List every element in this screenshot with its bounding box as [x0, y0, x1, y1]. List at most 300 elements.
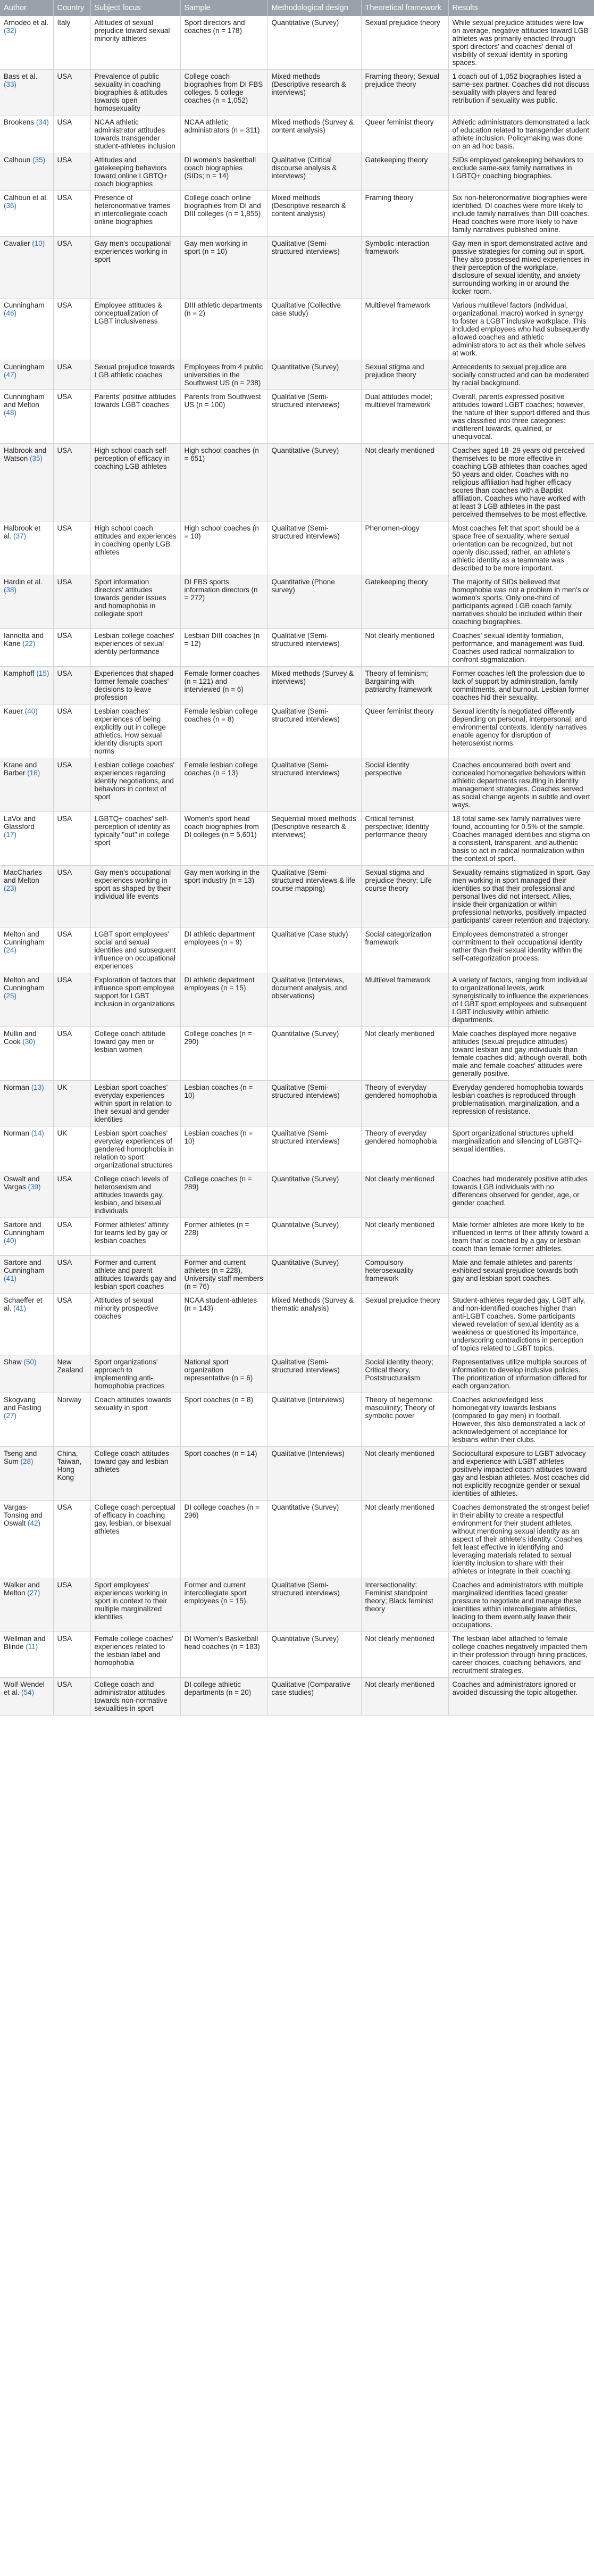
results-cell: Athletic administrators demonstrated a lack of education related to transgender student athlete inclusion. Policymaking was done on an ad hoc basis. [448, 115, 594, 153]
subject-focus-cell: College coach attitude toward gay men or lesbian women [90, 1027, 180, 1081]
theoretical-framework-cell: Compulsory heterosexuality framework [361, 1256, 448, 1294]
author-cell [0, 1578, 53, 1632]
theoretical-framework-cell: Multilevel framework [361, 299, 448, 360]
table-row [0, 70, 594, 115]
methodological-design-cell: Qualitative (Semi-structured interviews & life course mapping) [267, 866, 361, 927]
author-name: Schaeffer et al. [4, 1296, 43, 1312]
header-sample: Sample [180, 0, 267, 16]
theoretical-framework-cell: Sexual prejudice theory [361, 1294, 448, 1355]
table-row [0, 1501, 594, 1578]
reference-link[interactable]: (40) [24, 707, 38, 715]
theoretical-framework-cell: Social categorization framework [361, 927, 448, 973]
author-name: Kamphoff [4, 669, 35, 677]
sample-cell: Female lesbian college coaches (n = 8) [180, 705, 267, 758]
table-row [0, 758, 594, 812]
sample-cell: DI FBS sports information directors (n = 272) [180, 575, 267, 629]
results-cell: Coaches and administrators with multiple marginalized identities faced greater pressure to negotiate and manage these identities within intercollegiate athletics, leading to them eventually leave their occupations. [448, 1578, 594, 1632]
methodological-design-cell: Qualitative (Critical discourse analysis & interviews) [267, 153, 361, 191]
table-row [0, 1127, 594, 1172]
theoretical-framework-cell: Not clearly mentioned [361, 629, 448, 667]
reference-link[interactable]: (35) [30, 454, 43, 462]
reference-link[interactable]: (15) [36, 669, 49, 677]
author-cell [0, 973, 53, 1027]
results-cell: Student-athletes regarded gay, LGBT ally, and non-identified coaches higher than anti-LGBT coaches. Some participants viewed revelation of sexual identity as a weakness or questioned its importance, underscoring contradictions in perception of topics related to LGBT topics. [448, 1294, 594, 1355]
methodological-design-cell: Qualitative (Semi-structured interviews) [267, 1127, 361, 1172]
sample-cell: Female former coaches (n = 121) and interviewed (n = 6) [180, 667, 267, 705]
table-row [0, 299, 594, 360]
table-row [0, 1172, 594, 1218]
theoretical-framework-cell: Sexual stigma and prejudice theory; Life course theory [361, 866, 448, 927]
sample-cell: Women's sport head coach biographies from DI colleges (n = 5,601) [180, 812, 267, 866]
theoretical-framework-cell: Not clearly mentioned [361, 444, 448, 521]
theoretical-framework-cell: Gatekeeping theory [361, 575, 448, 629]
methodological-design-cell: Qualitative (Semi-structured interviews) [267, 390, 361, 444]
author-name: Bass et al. [4, 72, 38, 80]
author-name: MacCharles and Melton [4, 868, 43, 884]
country-cell: USA [53, 629, 90, 667]
results-cell: Coaches encountered both overt and concealed homonegative behaviors within athletic departments resulting in identity management strategies. Coaches served as social change agents in subtle and overt ways. [448, 758, 594, 812]
table-row [0, 115, 594, 153]
country-cell: USA [53, 812, 90, 866]
table-row [0, 1632, 594, 1678]
subject-focus-cell: Sexual prejudice towards LGB athletic coaches [90, 360, 180, 390]
author-name: Melton and Cunningham [4, 976, 45, 992]
subject-focus-cell: LGBTQ+ coaches' self-perception of identity as typically "out" in college sport [90, 812, 180, 866]
author-cell [0, 705, 53, 758]
results-cell: Male former athletes are more likely to be influenced in terms of their affinity toward a team that is coached by a gay or lesbian coach than female former athletes. [448, 1218, 594, 1256]
theoretical-framework-cell: Sexual prejudice theory [361, 16, 448, 70]
country-cell: USA [53, 1027, 90, 1081]
author-cell [0, 1355, 53, 1393]
table-row [0, 667, 594, 705]
sample-cell: College coach online biographies from DI and DIII colleges (n = 1,855) [180, 191, 267, 237]
subject-focus-cell: Employee attitudes & conceptualization of LGBT inclusiveness [90, 299, 180, 360]
theoretical-framework-cell: Social identity perspective [361, 758, 448, 812]
author-name: Krane and Barber [4, 761, 37, 777]
country-cell: USA [53, 444, 90, 521]
reference-link[interactable]: (54) [21, 1688, 35, 1696]
country-cell: USA [53, 1678, 90, 1716]
subject-focus-cell: Attitudes and gatekeeping behaviors toward online LGBTQ+ coach biographies [90, 153, 180, 191]
theoretical-framework-cell: Not clearly mentioned [361, 1218, 448, 1256]
results-cell: The lesbian label attached to female college coaches negatively impacted them in their profession through hiring practices, career choices, coaching behaviors, and recruitment strategies. [448, 1632, 594, 1678]
country-cell: USA [53, 360, 90, 390]
reference-link[interactable]: (36) [4, 202, 17, 210]
sample-cell: College coaches (n = 290) [180, 1027, 267, 1081]
reference-link[interactable]: (41) [13, 1304, 27, 1312]
country-cell: USA [53, 705, 90, 758]
results-cell: 18 total same-sex family narratives were found, accounting for 0.5% of the sample. Coaches managed identities and stigma on a consistent, transparent, and authentic basis to act in radical normalization within the context of sport. [448, 812, 594, 866]
subject-focus-cell: Parents' positive attitudes towards LGBT coaches [90, 390, 180, 444]
methodological-design-cell: Quantitative (Phone survey) [267, 575, 361, 629]
results-cell: Sport organizational structures upheld marginalization and silencing of LGBTQ+ sexual identities. [448, 1127, 594, 1172]
author-cell [0, 153, 53, 191]
author-cell [0, 444, 53, 521]
country-cell: USA [53, 575, 90, 629]
reference-link[interactable]: (38) [4, 586, 17, 594]
results-cell: Everyday gendered homophobia towards lesbian coaches is reproduced through problematisation, marginalization, and a repression of resistance. [448, 1081, 594, 1127]
author-cell [0, 1294, 53, 1355]
theoretical-framework-cell: Theory of everyday gendered homophobia [361, 1127, 448, 1172]
country-cell: New Zealand [53, 1355, 90, 1393]
results-cell: Representatives utilize multiple sources of information to develop inclusive policies. The prioritization of information differed for each organization. [448, 1355, 594, 1393]
header-author: Author [0, 0, 53, 16]
results-cell: Coaches aged 18–29 years old perceived themselves to be more effective in coaching LGB athletes than coaches aged 50 years and older. Coaches with no religious affiliation had higher efficacy scores than coaches with a Baptist affiliation. Coaches who have worked with at least 3 LGB athletes in the past perceived themselves to be most effective. [448, 444, 594, 521]
author-cell [0, 360, 53, 390]
table-row [0, 705, 594, 758]
results-cell: Coaches demonstrated the strongest belief in their ability to create a respectful environment for their student athletes, without mentioning sexual identity as an aspect of their athlete's identity. Coaches felt least effective in identifying and leveraging materials related to sexual identity inclusion to share with their athletes or integrate in their coaching. [448, 1501, 594, 1578]
author-cell [0, 629, 53, 667]
reference-link[interactable]: (46) [4, 309, 17, 317]
theoretical-framework-cell: Critical feminist perspective; Identity performance theory [361, 812, 448, 866]
theoretical-framework-cell: Gatekeeping theory [361, 153, 448, 191]
author-name: Calhoun et al. [4, 194, 48, 202]
subject-focus-cell: Sport organizations' approach to implementing anti-homophobia practices [90, 1355, 180, 1393]
author-cell [0, 521, 53, 575]
sample-cell: Lesbian coaches (n = 10) [180, 1081, 267, 1127]
author-cell [0, 575, 53, 629]
country-cell: UK [53, 1127, 90, 1172]
results-cell: While sexual prejudice attitudes were low on average, negative attitudes toward LGB athletes was primarily enacted through sport directors' and coaches' denial of visibility of sexual identity in sporting spaces. [448, 16, 594, 70]
subject-focus-cell: Lesbian college coaches' experiences of sexual identity performance [90, 629, 180, 667]
country-cell: USA [53, 758, 90, 812]
reference-link[interactable]: (23) [4, 884, 17, 892]
sample-cell: DI college coaches (n = 296) [180, 1501, 267, 1578]
sample-cell: Employees from 4 public universities in the Southwest US (n = 238) [180, 360, 267, 390]
subject-focus-cell: Lesbian sport coaches' everyday experiences of gendered homophobia in relation to sport organizational structures [90, 1127, 180, 1172]
table-row [0, 1081, 594, 1127]
subject-focus-cell: College coach perceptual of efficacy in coaching gay, lesbian, or bisexual athletes [90, 1501, 180, 1578]
reference-link[interactable]: (27) [4, 1412, 17, 1420]
reference-link[interactable]: (32) [4, 27, 17, 35]
country-cell: USA [53, 70, 90, 115]
reference-link[interactable]: (17) [4, 831, 17, 839]
sample-cell: Lesbian DIII coaches (n = 12) [180, 629, 267, 667]
reference-link[interactable]: (16) [27, 769, 40, 777]
table-row [0, 521, 594, 575]
author-name: Calhoun [4, 156, 31, 164]
reference-link[interactable]: (14) [31, 1129, 44, 1137]
author-cell [0, 758, 53, 812]
author-name: Kauer [4, 707, 23, 715]
results-cell: Male coaches displayed more negative attitudes (sexual prejudice attitudes) toward lesbian and gay individuals than female coaches did; although overall, both male and female coaches' attitudes were generally positive. [448, 1027, 594, 1081]
results-cell: Coaches acknowledged less homonegativity towards lesbians (compared to gay men) in football. However, this also demonstrated a lack of acknowledgement of acceptance for lesbians within their clubs. [448, 1393, 594, 1447]
author-name: Sartore and Cunningham [4, 1221, 45, 1237]
subject-focus-cell: LGBT sport employees' social and sexual identities and subsequent influence on occupational experiences [90, 927, 180, 973]
theoretical-framework-cell: Theory of feminism; Bargaining with patriarchy framework [361, 667, 448, 705]
author-name: Sartore and Cunningham [4, 1258, 45, 1274]
author-name: Cunningham [4, 363, 45, 371]
reference-link[interactable]: (42) [28, 1519, 41, 1527]
methodological-design-cell: Quantitative (Survey) [267, 1256, 361, 1294]
theoretical-framework-cell: Framing theory [361, 191, 448, 237]
author-cell [0, 1256, 53, 1294]
results-cell: Coaches' sexual identity formation, performance, and management was fluid. Coaches used radical normalization to confront stigmatization. [448, 629, 594, 667]
reference-link[interactable]: (27) [27, 1589, 40, 1597]
sample-cell: High school coaches (n = 10) [180, 521, 267, 575]
subject-focus-cell: Sport employees' experiences working in sport in context to their multiple marginalized identities [90, 1578, 180, 1632]
methodological-design-cell: Quantitative (Survey) [267, 1172, 361, 1218]
subject-focus-cell: Prevalence of public sexuality in coaching biographies & attitudes towards open homosexuality [90, 70, 180, 115]
methodological-design-cell: Qualitative (Interviews, document analysis, and observations) [267, 973, 361, 1027]
author-name: Halbrook et al. [4, 524, 41, 540]
results-cell: Coaches and administrators ignored or avoided discussing the topic altogether. [448, 1678, 594, 1716]
sample-cell: Former and current athletes (n = 228), University staff members (n = 76) [180, 1256, 267, 1294]
sample-cell: Sport coaches (n = 8) [180, 1393, 267, 1447]
author-name: Halbrook and Watson [4, 446, 47, 462]
reference-link[interactable]: (41) [4, 1274, 17, 1282]
theoretical-framework-cell: Queer feminist theory [361, 705, 448, 758]
results-cell: Gay men in sport demonstrated active and passive strategies for coming out in sport. They also possessed mixed experiences in their perception of the workplace, disclosure of sexual identity, and anxiety surrounding working in or around the locker room. [448, 237, 594, 299]
sample-cell: DI college athletic departments (n = 20) [180, 1678, 267, 1716]
reference-link[interactable]: (25) [4, 992, 17, 1000]
reference-link[interactable]: (10) [32, 239, 45, 247]
theoretical-framework-cell: Not clearly mentioned [361, 1447, 448, 1501]
country-cell: UK [53, 1081, 90, 1127]
sample-cell: DI athletic department employees (n = 9) [180, 927, 267, 973]
results-cell: Coaches had moderately positive attitudes towards LGB individuals with no differences observed for gender, age, or gender coached. [448, 1172, 594, 1218]
author-name: Cunningham and Melton [4, 393, 45, 409]
subject-focus-cell: Attitudes of sexual minority prospective coaches [90, 1294, 180, 1355]
table-row [0, 390, 594, 444]
methodological-design-cell: Qualitative (Semi-structured interviews) [267, 521, 361, 575]
theoretical-framework-cell: Not clearly mentioned [361, 1172, 448, 1218]
results-cell: The majority of SIDs believed that homophobia was not a problem in men's or women's sports. Only one-third of participants agreed LGB coach family narratives should be included within their coaching biographies. [448, 575, 594, 629]
author-cell [0, 1027, 53, 1081]
results-cell: Employees demonstrated a stronger commitment to their occupational identity rather than their sexual identity within the self-categorization process. [448, 927, 594, 973]
theoretical-framework-cell: Not clearly mentioned [361, 1632, 448, 1678]
methodological-design-cell: Quantitative (Survey) [267, 1218, 361, 1256]
results-cell: SIDs employed gatekeeping behaviors to exclude same-sex family narratives in LGBTQ+ coaching biographies. [448, 153, 594, 191]
reference-link[interactable]: (37) [13, 532, 27, 540]
author-cell [0, 1393, 53, 1447]
results-cell: 1 coach out of 1,052 biographies listed a same-sex partner. Coaches did not discuss sexuality with players and feared retribution if sexuality was public. [448, 70, 594, 115]
country-cell: USA [53, 299, 90, 360]
theoretical-framework-cell: Dual attitudes model; multilevel framework [361, 390, 448, 444]
author-name: Tseng and Sum [4, 1449, 37, 1465]
country-cell: USA [53, 521, 90, 575]
author-name: Arnodeo et al. [4, 19, 49, 27]
subject-focus-cell: Female college coaches' experiences related to the lesbian label and homophobia [90, 1632, 180, 1678]
country-cell: USA [53, 1294, 90, 1355]
subject-focus-cell: Coach attitudes towards sexuality in sport [90, 1393, 180, 1447]
sample-cell: College coaches (n = 289) [180, 1172, 267, 1218]
methodological-design-cell: Quantitative (Survey) [267, 1501, 361, 1578]
subject-focus-cell: Lesbian coaches' experiences of being explicitly out in college athletics. How sexual identity disrupts sport norms [90, 705, 180, 758]
author-name: Shaw [4, 1358, 22, 1366]
country-cell: Italy [53, 16, 90, 70]
theoretical-framework-cell: Theory of hegemonic masculinity; Theory of symbolic power [361, 1393, 448, 1447]
header-country: Country [53, 0, 90, 16]
reference-link[interactable]: (28) [20, 1457, 34, 1465]
methodological-design-cell: Quantitative (Survey) [267, 360, 361, 390]
author-name: Cunningham [4, 301, 45, 309]
table-row [0, 973, 594, 1027]
theoretical-framework-cell: Multilevel framework [361, 973, 448, 1027]
sample-cell: NCAA athletic administrators (n = 311) [180, 115, 267, 153]
table-row [0, 153, 594, 191]
subject-focus-cell: Presence of heteronormative frames in intercollegiate coach online biographies [90, 191, 180, 237]
author-name: Oswalt and Vargas [4, 1175, 40, 1191]
sample-cell: Sport coaches (n = 14) [180, 1447, 267, 1501]
country-cell: USA [53, 191, 90, 237]
country-cell: China, Taiwan, Hong Kong [53, 1447, 90, 1501]
reference-link[interactable]: (24) [4, 946, 17, 954]
sample-cell: DI Women's Basketball head coaches (n = 183) [180, 1632, 267, 1678]
methodological-design-cell: Quantitative (Survey) [267, 1027, 361, 1081]
results-cell: Antecedents to sexual prejudice are socially constructed and can be moderated by racial background. [448, 360, 594, 390]
table-row [0, 1294, 594, 1355]
country-cell: USA [53, 1632, 90, 1678]
results-cell: Sexual identity is negotiated differently depending on personal, interpersonal, and environmental contexts. Identity narratives enable agency for disruption of heterosexist norms. [448, 705, 594, 758]
table-row [0, 1678, 594, 1716]
author-cell [0, 1127, 53, 1172]
country-cell: Norway [53, 1393, 90, 1447]
theoretical-framework-cell: Not clearly mentioned [361, 1501, 448, 1578]
results-cell: Male and female athletes and parents exhibited sexual prejudice towards both gay and lesbian sport coaches. [448, 1256, 594, 1294]
methodological-design-cell: Qualitative (Semi-structured interviews) [267, 237, 361, 299]
author-cell [0, 1447, 53, 1501]
subject-focus-cell: College coach levels of heterosexism and attitudes towards gay, lesbian, and bisexual individuals [90, 1172, 180, 1218]
table-row [0, 1218, 594, 1256]
author-cell [0, 115, 53, 153]
reference-link[interactable]: (11) [26, 1643, 38, 1651]
author-cell [0, 237, 53, 299]
subject-focus-cell: Sport information directors' attitudes towards gender issues and homophobia in collegiate sport [90, 575, 180, 629]
reference-link[interactable]: (39) [28, 1183, 41, 1191]
sample-cell: National sport organization representative (n = 6) [180, 1355, 267, 1393]
reference-link[interactable]: (40) [4, 1237, 17, 1245]
author-cell [0, 1218, 53, 1256]
methodological-design-cell: Qualitative (Interviews) [267, 1447, 361, 1501]
theoretical-framework-cell: Not clearly mentioned [361, 1027, 448, 1081]
table-row [0, 444, 594, 521]
author-name: Norman [4, 1083, 30, 1091]
results-cell: Overall, parents expressed positive attitudes toward LGBT coaches; however, the nature of their support differed and thus was classified into three categories: indifferent towards, qualified, or unequivocal. [448, 390, 594, 444]
results-cell: Former coaches left the profession due to lack of support by administration, family commitments, and burnout. Lesbian former coaches hid their sexuality. [448, 667, 594, 705]
subject-focus-cell: Exploration of factors that influence sport employee support for LGBT inclusion in organizations [90, 973, 180, 1027]
sample-cell: DI athletic department employees (n = 15) [180, 973, 267, 1027]
sample-cell: Gay men working in the sport industry (n = 13) [180, 866, 267, 927]
methodological-design-cell: Mixed Methods (Survey & thematic analysis) [267, 1294, 361, 1355]
results-cell: Sociocultural exposure to LGBT advocacy and experience with LGBT athletes positively impacted coach attitudes toward gay and lesbian athletes. Most coaches did not explicitly recognize gender or sexual identities of athletes. [448, 1447, 594, 1501]
author-cell [0, 1172, 53, 1218]
country-cell: USA [53, 1256, 90, 1294]
sample-cell: NCAA student-athletes (n = 143) [180, 1294, 267, 1355]
reference-link[interactable]: (30) [22, 1038, 36, 1046]
country-cell: USA [53, 927, 90, 973]
author-name: Hardin et al. [4, 578, 43, 586]
country-cell: USA [53, 1578, 90, 1632]
theoretical-framework-cell: Not clearly mentioned [361, 1678, 448, 1716]
reference-link[interactable]: (22) [22, 640, 36, 648]
author-name: Walker and Melton [4, 1581, 40, 1597]
author-cell [0, 1678, 53, 1716]
author-cell [0, 390, 53, 444]
methodological-design-cell: Qualitative (Comparative case studies) [267, 1678, 361, 1716]
methodological-design-cell: Sequential mixed methods (Descriptive research & interviews) [267, 812, 361, 866]
methodological-design-cell: Quantitative (Survey) [267, 1632, 361, 1678]
table-row [0, 629, 594, 667]
author-cell [0, 16, 53, 70]
subject-focus-cell: Former and current athlete and parent attitudes towards gay and lesbian sport coaches [90, 1256, 180, 1294]
subject-focus-cell: Former athletes' affinity for teams led by gay or lesbian coaches [90, 1218, 180, 1256]
theoretical-framework-cell: Phenomen-ology [361, 521, 448, 575]
author-cell [0, 70, 53, 115]
subject-focus-cell: Gay men's occupational experiences working in sport [90, 237, 180, 299]
author-name: LaVoi and Glassford [4, 815, 36, 831]
country-cell: USA [53, 667, 90, 705]
country-cell: USA [53, 1501, 90, 1578]
subject-focus-cell: College coach attitudes toward gay and lesbian athletes [90, 1447, 180, 1501]
table-row [0, 1447, 594, 1501]
author-cell [0, 1632, 53, 1678]
author-name: Mullin and Cook [4, 1030, 37, 1046]
table-row [0, 1355, 594, 1393]
author-name: Wellman and Blinde [4, 1635, 46, 1651]
methodological-design-cell: Qualitative (Semi-structured interviews) [267, 629, 361, 667]
subject-focus-cell: NCAA athletic administrator attitudes towards transgender student-athletes inclusion [90, 115, 180, 153]
reference-link[interactable]: (50) [23, 1358, 37, 1366]
methodological-design-cell: Qualitative (Case study) [267, 927, 361, 973]
header-theoretical-framework: Theoretical framework [361, 0, 448, 16]
author-cell [0, 1081, 53, 1127]
sample-cell: Sport directors and coaches (n = 178) [180, 16, 267, 70]
reference-link[interactable]: (48) [4, 409, 17, 417]
sample-cell: Gay men working in sport (n = 10) [180, 237, 267, 299]
reference-link[interactable]: (33) [4, 80, 17, 88]
subject-focus-cell: Lesbian sport coaches' everyday experiences within sport in relation to their sexual and gender identities [90, 1081, 180, 1127]
author-cell [0, 299, 53, 360]
sample-cell: DIII athletic departments (n = 2) [180, 299, 267, 360]
reference-link[interactable]: (47) [4, 371, 17, 379]
subject-focus-cell: Gay men's occupational experiences working in sport as shaped by their individual life events [90, 866, 180, 927]
table-row [0, 16, 594, 70]
country-cell: USA [53, 115, 90, 153]
header-methodological-design: Methodological design [267, 0, 361, 16]
header-row [0, 0, 594, 16]
sample-cell: Former and current intercollegiate sport employees (n = 15) [180, 1578, 267, 1632]
author-cell [0, 667, 53, 705]
country-cell: USA [53, 153, 90, 191]
subject-focus-cell: College coach and administrator attitudes towards non-normative sexualities in sport [90, 1678, 180, 1716]
table-row [0, 191, 594, 237]
author-cell [0, 927, 53, 973]
theoretical-framework-cell: Sexual stigma and prejudice theory [361, 360, 448, 390]
sample-cell: DI women's basketball coach biographies (SIDs; n = 14) [180, 153, 267, 191]
sample-cell: College coach biographies from DI FBS colleges. 5 college coaches (n = 1,052) [180, 70, 267, 115]
reference-link[interactable]: (35) [32, 156, 46, 164]
methodological-design-cell: Qualitative (Semi-structured interviews) [267, 1081, 361, 1127]
author-name: Iannotta and Kane [4, 632, 44, 648]
author-name: Melton and Cunningham [4, 930, 45, 946]
table-row [0, 927, 594, 973]
theoretical-framework-cell: Intersectionality; Feminist standpoint theory; Black feminist theory [361, 1578, 448, 1632]
table-row [0, 1578, 594, 1632]
methodological-design-cell: Quantitative (Survey) [267, 444, 361, 521]
sample-cell: Former athletes (n = 228) [180, 1218, 267, 1256]
methodological-design-cell: Qualitative (Semi-structured interviews) [267, 1355, 361, 1393]
theoretical-framework-cell: Queer feminist theory [361, 115, 448, 153]
author-name: Cavalier [4, 239, 30, 247]
subject-focus-cell: High school coach attitudes and experiences in coaching openly LGB athletes [90, 521, 180, 575]
theoretical-framework-cell: Social identity theory; Critical theory, Poststructuralism [361, 1355, 448, 1393]
subject-focus-cell: Lesbian college coaches' experiences regarding identity negotiations, and behaviors in context of sport [90, 758, 180, 812]
results-cell: Most coaches felt that sport should be a space free of sexuality, where sexual orientation can be recognized, but not openly discussed; rather, an athlete's athletic identity as a teammate was described to be more important. [448, 521, 594, 575]
reference-link[interactable]: (13) [31, 1083, 44, 1091]
country-cell: USA [53, 1218, 90, 1256]
reference-link[interactable]: (34) [36, 118, 49, 126]
